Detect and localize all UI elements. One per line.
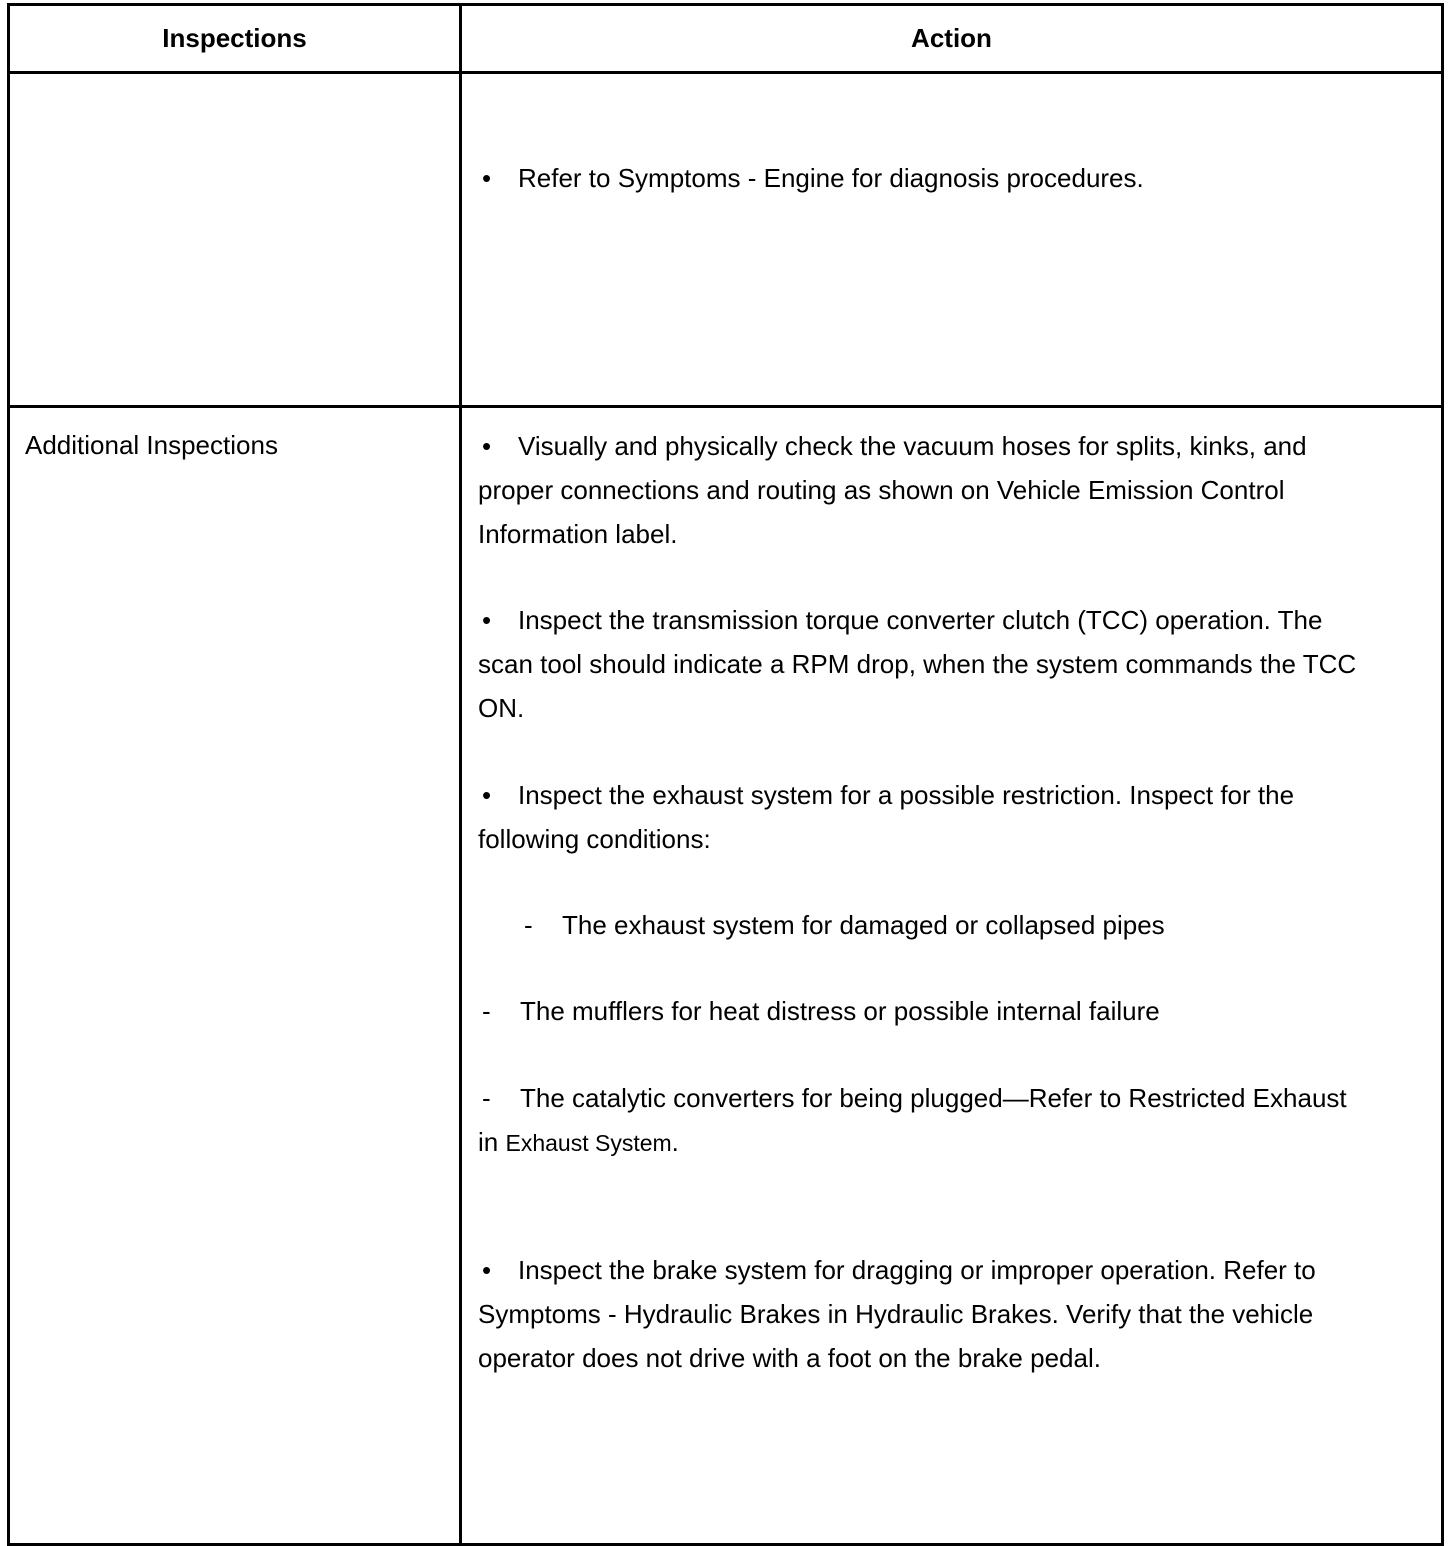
inspection-cell: Additional Inspections (9, 407, 461, 1545)
action-text-small: Exhaust System (505, 1130, 672, 1156)
bullet-marker: • (482, 780, 492, 810)
action-cell (461, 407, 1443, 1545)
action-text: The mufflers for heat distress or possible internal failure (520, 996, 1160, 1026)
action-text: Inspect the transmission torque converter clutch (TCC) operation. The scan tool should indicate a RPM drop, when the system commands the TCC ON. (478, 605, 1357, 723)
table-row (9, 407, 1443, 1545)
action-subitem (478, 989, 1368, 1033)
action-subitem (478, 1076, 1368, 1165)
action-item (478, 598, 1368, 730)
inspection-cell (9, 73, 461, 407)
header-row (9, 5, 1443, 73)
action-cell (461, 73, 1443, 407)
dash-marker: - (524, 910, 533, 940)
action-text: Inspect the brake system for dragging or improper operation. Refer to Symptoms - Hydraulic Brakes in Hydraulic Brakes. Verify that the vehicle operator does not drive with a foot on the brake pedal. (478, 1255, 1316, 1373)
action-text: The exhaust system for damaged or collapsed pipes (562, 910, 1165, 940)
action-text: Inspect the exhaust system for a possible restriction. Inspect for the following conditions: (478, 780, 1295, 854)
action-item (478, 424, 1368, 556)
inspections-table (7, 3, 1444, 1546)
action-text: The catalytic converters for being plugged—Refer to Restricted Exhaust in (478, 1083, 1347, 1157)
action-item (478, 773, 1368, 861)
bullet-marker: • (482, 605, 492, 635)
dash-marker: - (482, 996, 491, 1026)
action-text: Refer to Symptoms - Engine for diagnosis procedures. (518, 163, 1144, 193)
action-text-end: . (671, 1127, 679, 1157)
bullet-marker: • (482, 1255, 492, 1285)
bullet-marker: • (482, 163, 492, 193)
action-text: Visually and physically check the vacuum hoses for splits, kinks, and proper connections and routing as shown on Vehicle Emission Control Information label. (478, 431, 1307, 549)
action-item (478, 1248, 1368, 1380)
bullet-marker: • (482, 431, 492, 461)
header-inspections: Inspections (9, 5, 461, 73)
table-row (9, 73, 1443, 407)
dash-marker: - (482, 1083, 491, 1113)
header-action: Action (461, 5, 1443, 73)
action-item (478, 156, 1368, 200)
action-subitem (520, 903, 1410, 947)
